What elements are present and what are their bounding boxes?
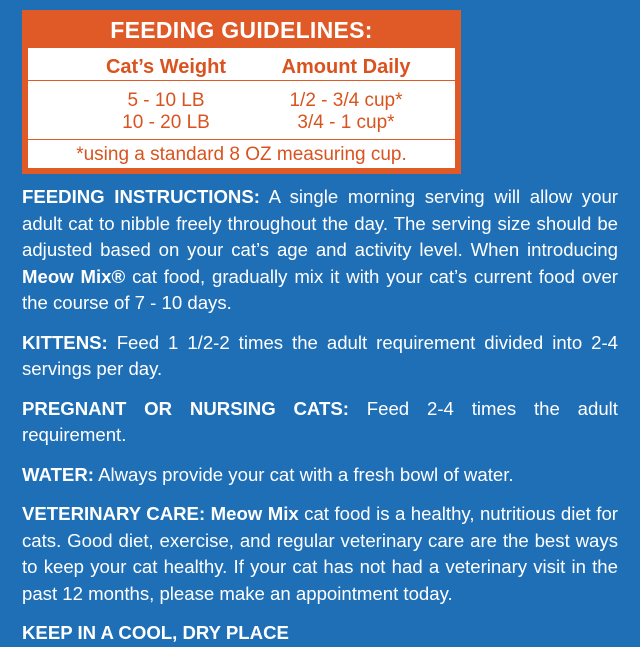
pregnant-paragraph (22, 396, 618, 449)
guidelines-table (28, 48, 455, 168)
water-text: Always provide your cat with a fresh bowl of water. (93, 463, 514, 485)
guidelines-title: FEEDING GUIDELINES: (110, 17, 373, 43)
weight-cell: 10 - 20 LB (122, 112, 210, 133)
storage-footer: KEEP IN A COOL, DRY PLACE (22, 622, 289, 643)
veterinary-care-text: cat food is a healthy, nutritious diet for cats. Good diet, exercise, and regular veterinary care are the best ways to keep your cat healthy. If your cat has not had a veterinary visit in the past 12 months, please make an appointment today. (22, 503, 618, 604)
amount-cell: 3/4 - 1 cup* (297, 112, 395, 133)
kittens-label: KITTENS: (22, 331, 108, 353)
kittens-paragraph (22, 330, 618, 383)
weight-column-header: Cat’s Weight (105, 56, 226, 78)
feeding-instructions-paragraph (22, 184, 618, 317)
feeding-instructions-label: FEEDING INSTRUCTIONS: (22, 186, 260, 207)
amount-cell: 1/2 - 3/4 cup* (289, 90, 403, 111)
table-divider (28, 139, 455, 140)
brand-name: Meow Mix (205, 503, 299, 524)
water-label: WATER: (22, 463, 94, 485)
pregnant-label: PREGNANT OR NURSING CATS: (22, 397, 349, 419)
pregnant-text: Feed 2-4 times the adult requirement. (22, 397, 618, 445)
water-paragraph (22, 462, 618, 489)
feeding-instructions-text-a: A single morning serving will allow your adult cat to nibble freely throughout the day. The serving size should be adjusted based on your cat’s age and activity level. When introducing (22, 186, 618, 260)
measuring-cup-note: *using a standard 8 OZ measuring cup. (76, 144, 407, 165)
veterinary-care-paragraph (22, 501, 618, 607)
veterinary-care-label: VETERINARY CARE: (22, 503, 206, 524)
weight-cell: 5 - 10 LB (127, 90, 205, 111)
brand-name: Meow Mix® (22, 265, 126, 287)
kittens-text: Feed 1 1/2-2 times the adult requirement divided into 2-4 servings per day. (22, 331, 618, 379)
amount-column-header: Amount Daily (281, 56, 411, 78)
guidelines-header-row (28, 52, 455, 81)
feeding-instructions-text-b: cat food, gradually mix it with your cat’s current food over the course of 7 - 10 days. (22, 265, 618, 313)
instructions-text (22, 184, 618, 647)
feeding-guidelines-box (22, 10, 461, 174)
